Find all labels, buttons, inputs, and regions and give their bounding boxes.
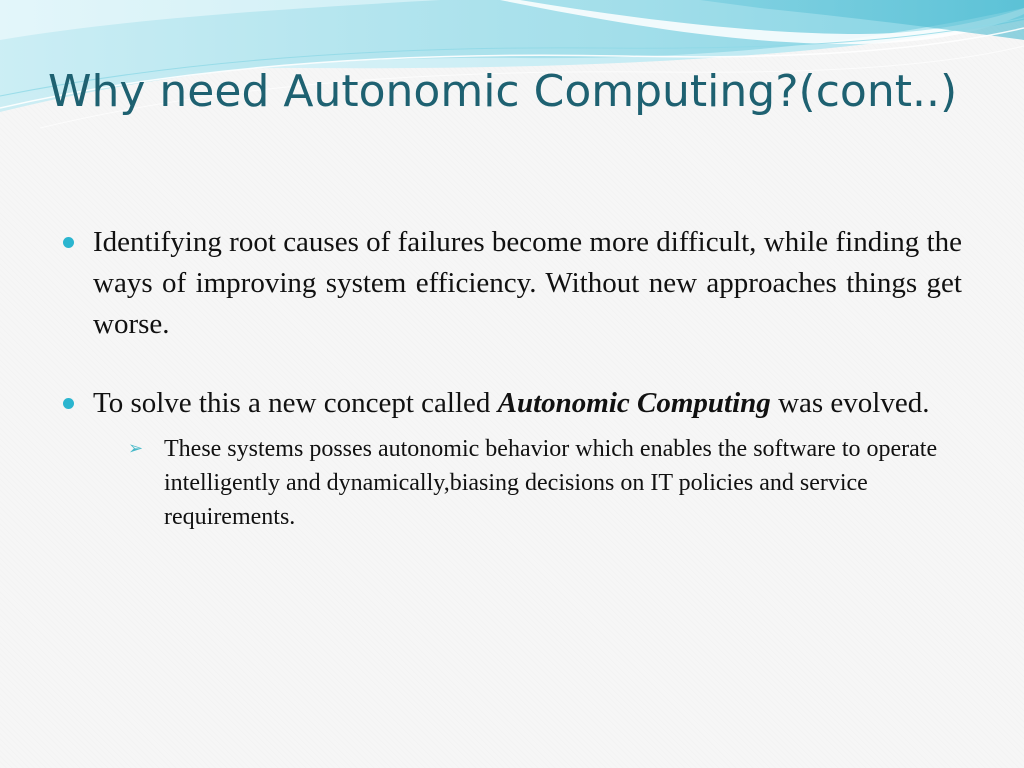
arrowhead-right-icon: ➢ xyxy=(128,438,144,459)
bullet-dot-icon xyxy=(63,237,74,248)
bullet-text-after: was evolved. xyxy=(770,387,930,419)
bullet-item xyxy=(62,383,962,534)
bullet-list xyxy=(62,222,962,534)
sub-bullet-text: These systems posses autonomic behavior which enables the software to operate intelligently and dynamically,biasing decisions on IT policies and service requirements. xyxy=(164,436,938,530)
bullet-text xyxy=(93,383,962,424)
slide-title: Why need Autonomic Computing?(cont..) xyxy=(48,66,958,117)
bullet-dot-icon xyxy=(63,398,74,409)
bullet-emphasis: Autonomic Computing xyxy=(497,387,771,419)
bullet-text-before: To solve this a new concept called xyxy=(93,387,498,419)
bullet-text: Identifying root causes of failures become more difficult, while finding the ways of improving system efficiency. Without new approaches things get worse. xyxy=(93,226,962,340)
bullet-item xyxy=(62,222,962,345)
sub-bullet-item xyxy=(128,432,984,534)
